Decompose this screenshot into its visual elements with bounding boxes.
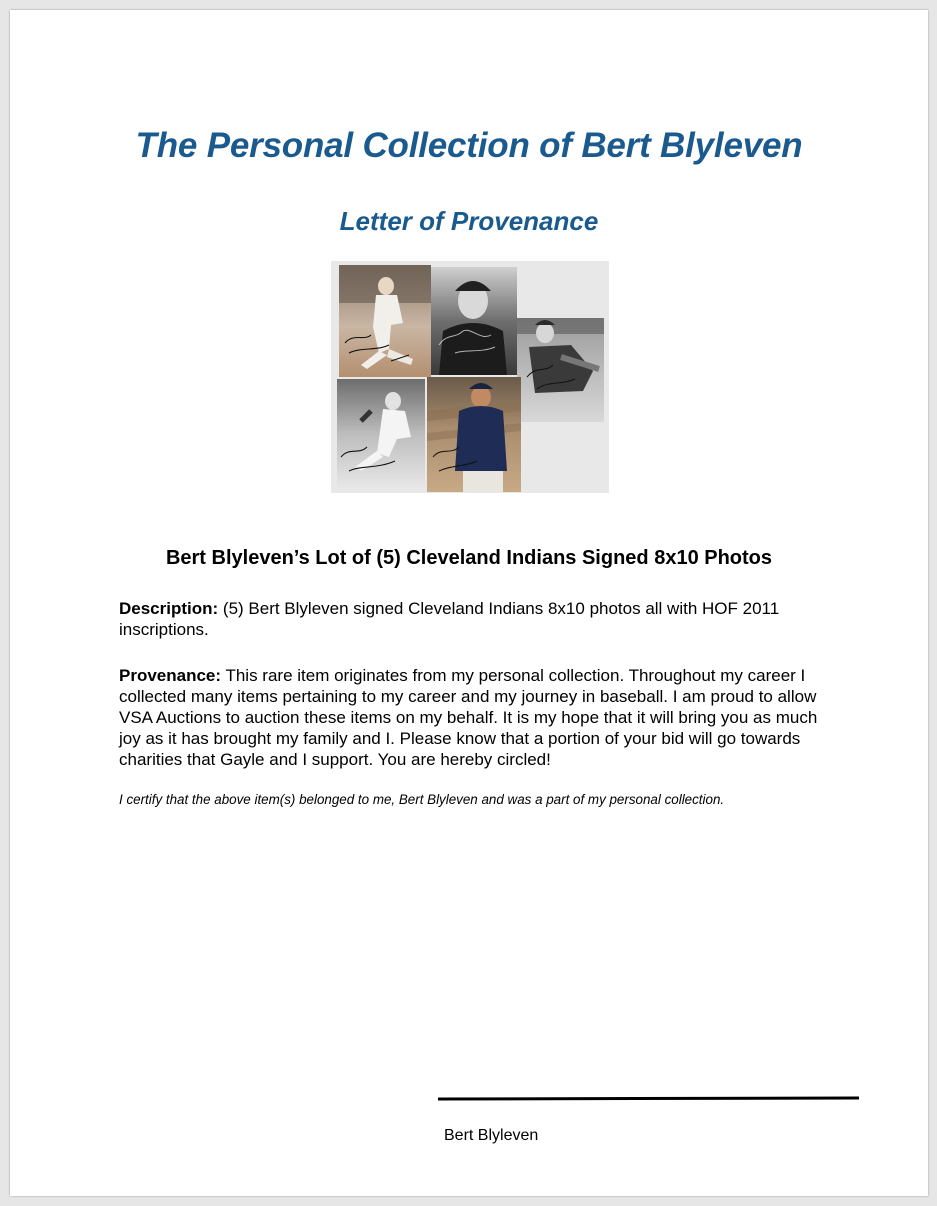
page-title: The Personal Collection of Bert Blyleven — [135, 126, 803, 165]
provenance-paragraph — [119, 665, 831, 770]
lot-title: Bert Blyleven’s Lot of (5) Cleveland Indians Signed 8x10 Photos — [165, 547, 773, 569]
signature-line — [438, 1096, 859, 1100]
provenance-text: This rare item originates from my personal collection. Throughout my career I collected many items pertaining to my career and my journey in baseball. I am proud to allow VSA Auctions to auction these items on my behalf. It is my hope that it will bring you as much joy as it has brought my family and I. Please know that a portion of your bid will go towards charities that Gayle and I support. You are hereby circled! — [119, 666, 818, 769]
description-label: Description: — [119, 599, 219, 618]
certification-statement: I certify that the above item(s) belonged to me, Bert Blyleven and was a part of my personal collection. — [119, 792, 725, 807]
provenance-label: Provenance: — [119, 666, 222, 685]
collage-graphic — [331, 261, 609, 493]
photo-bw-seated — [517, 318, 604, 422]
description-paragraph — [119, 598, 831, 640]
letter-page — [10, 10, 928, 1196]
signature-name: Bert Blyleven — [444, 1127, 539, 1144]
photo-bw-portrait — [431, 267, 517, 375]
description-text: (5) Bert Blyleven signed Cleveland Indians 8x10 photos all with HOF 2011 inscriptions. — [119, 599, 780, 639]
photo-color-pitching — [339, 265, 431, 377]
signed-photos-collage — [331, 261, 609, 493]
photo-color-stadium — [427, 377, 521, 492]
photo-bw-pitching — [337, 379, 425, 489]
page-subtitle: Letter of Provenance — [339, 206, 599, 236]
